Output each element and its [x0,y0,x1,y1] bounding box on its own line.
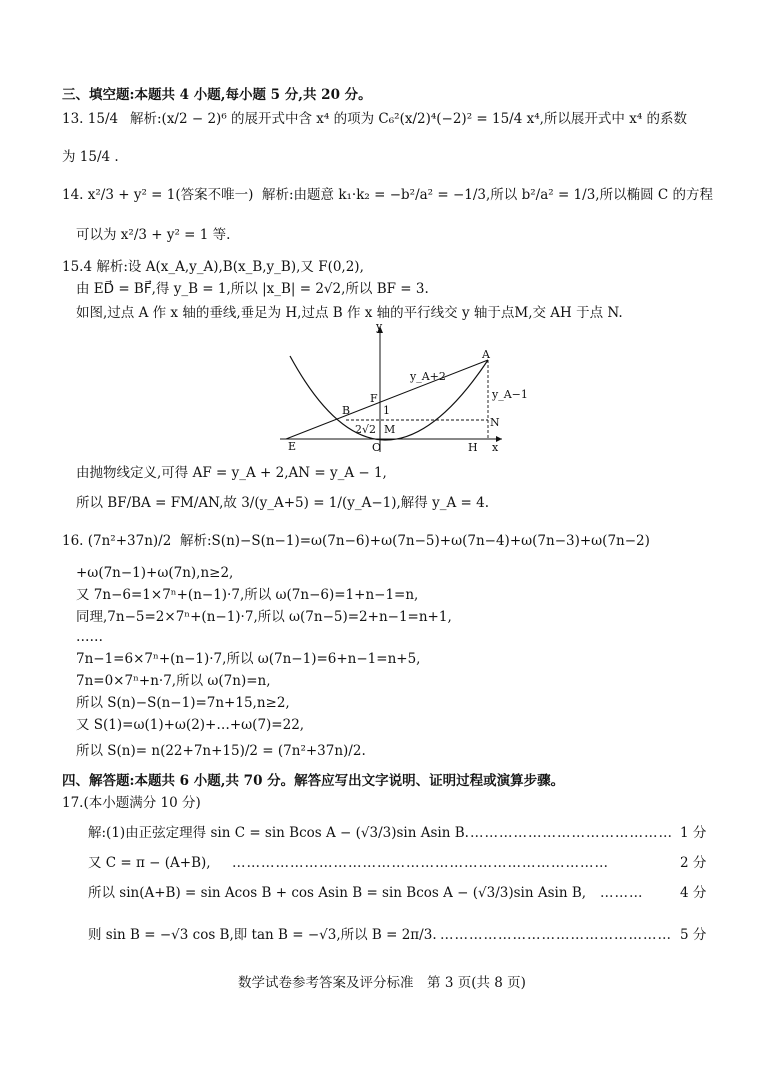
section3-heading: 三、填空题:本题共 4 小题,每小题 5 分,共 20 分。 [62,87,372,103]
q16-line9: 又 S(1)=ω(1)+ω(2)+…+ω(7)=22, [76,717,305,733]
label-y: y [376,320,383,333]
q17-title: 17.(本小题满分 10 分) [62,795,201,811]
label-E: E [288,440,297,453]
page-footer: 数学试卷参考答案及评分标准 第 3 页(共 8 页) [238,975,526,991]
q13-analysis-line2: 为 15/4 . [62,149,119,165]
label-F: F [370,392,378,405]
parabola-figure [280,320,528,454]
q13-answer: 13. 15/4 [62,111,119,127]
label-O: O [372,441,382,454]
label-H: H [468,441,478,454]
q17-step4-dots: ………………………………………… [440,927,672,943]
q17-step2-score: 2 分 [680,855,707,871]
q14-analysis-line1: 解析:由题意 k₁·k₂ = −b²/a² = −1/3,所以 b²/a² = 1/3,所以椭圆 C 的方程 [262,187,713,203]
label-x: x [492,441,499,454]
q16-line3: 又 7n−6=1×7ⁿ+(n−1)·7,所以 ω(7n−6)=1+n−1=n, [76,587,419,603]
q14-answer: 14. x²/3 + y² = 1(答案不唯一) [62,187,254,203]
q17-step2: 又 C = π − (A+B), [88,855,211,871]
label-B: B [342,404,351,417]
label-an-length: y_A−1 [492,388,528,401]
section4-heading: 四、解答题:本题共 6 小题,共 70 分。解答应写出文字说明、证明过程或演算步骤。 [62,773,565,789]
q13-analysis-line1: 解析:(x/2 − 2)⁶ 的展开式中含 x⁴ 的项为 C₆²(x/2)⁴(−2)² = 15/4 x⁴,所以展开式中 x⁴ 的系数 [130,111,688,127]
q17-step3-dots: ……… [600,885,644,901]
q16-line7: 7n=0×7ⁿ+n·7,所以 ω(7n)=n, [76,673,271,689]
q16-line5: …… [76,629,103,645]
label-A: A [482,348,490,361]
q17-step1: 解:(1)由正弦定理得 sin C = sin Bcos A − (√3/3)sin Asin B. [88,825,469,841]
q16-line8: 所以 S(n)−S(n−1)=7n+15,n≥2, [76,695,290,711]
label-af-length: y_A+2 [410,370,446,383]
label-M: M [384,423,396,436]
label-bx-length: 2√2 [355,423,377,436]
q17-step1-score: 1 分 [680,825,707,841]
q16-line6: 7n−1=6×7ⁿ+(n−1)·7,所以 ω(7n−1)=6+n−1=n+5, [76,651,421,667]
q16-line2: +ω(7n−1)+ω(7n),n≥2, [76,565,234,581]
q15-line5: 所以 BF/BA = FM/AN,故 3/(y_A+5) = 1/(y_A−1),解得 y_A = 4. [76,495,489,511]
q16-line1: 解析:S(n)−S(n−1)=ω(7n−6)+ω(7n−5)+ω(7n−4)+ω(7n−3)+ω(7n−2) [180,533,650,549]
q15-line4: 由抛物线定义,可得 AF = y_A + 2,AN = y_A − 1, [76,465,387,481]
q16-line10: 所以 S(n)= n(22+7n+15)/2 = (7n²+37n)/2. [76,743,366,759]
q16-line4: 同理,7n−5=2×7ⁿ+(n−1)·7,所以 ω(7n−5)=2+n−1=n+1, [76,609,452,625]
q17-step4: 则 sin B = −√3 cos B,即 tan B = −√3,所以 B = 2π/3. [88,927,437,943]
q15-line2: 由 ED⃗ = BF⃗,得 y_B = 1,所以 |x_B| = 2√2,所以 BF = 3. [76,281,429,297]
q17-step3: 所以 sin(A+B) = sin Acos B + cos Asin B = sin Bcos A − (√3/3)sin Asin B, [88,885,587,901]
q15-line3: 如图,过点 A 作 x 轴的垂线,垂足为 H,过点 B 作 x 轴的平行线交 y 轴于点M,交 AH 于点 N. [76,305,623,321]
q15-line1: 15.4 解析:设 A(x_A,y_A),B(x_B,y_B),又 F(0,2), [62,259,364,275]
q17-step3-score: 4 分 [680,885,707,901]
q14-analysis-line2: 可以为 x²/3 + y² = 1 等. [76,227,231,243]
q17-step2-dots: …………………………………………………………………… [232,855,609,871]
q16-answer: 16. (7n²+37n)/2 [62,533,172,549]
label-one: 1 [383,404,390,417]
label-N: N [490,416,500,429]
q17-step1-dots: …………………………………… [470,825,673,841]
q17-step4-score: 5 分 [680,927,707,943]
